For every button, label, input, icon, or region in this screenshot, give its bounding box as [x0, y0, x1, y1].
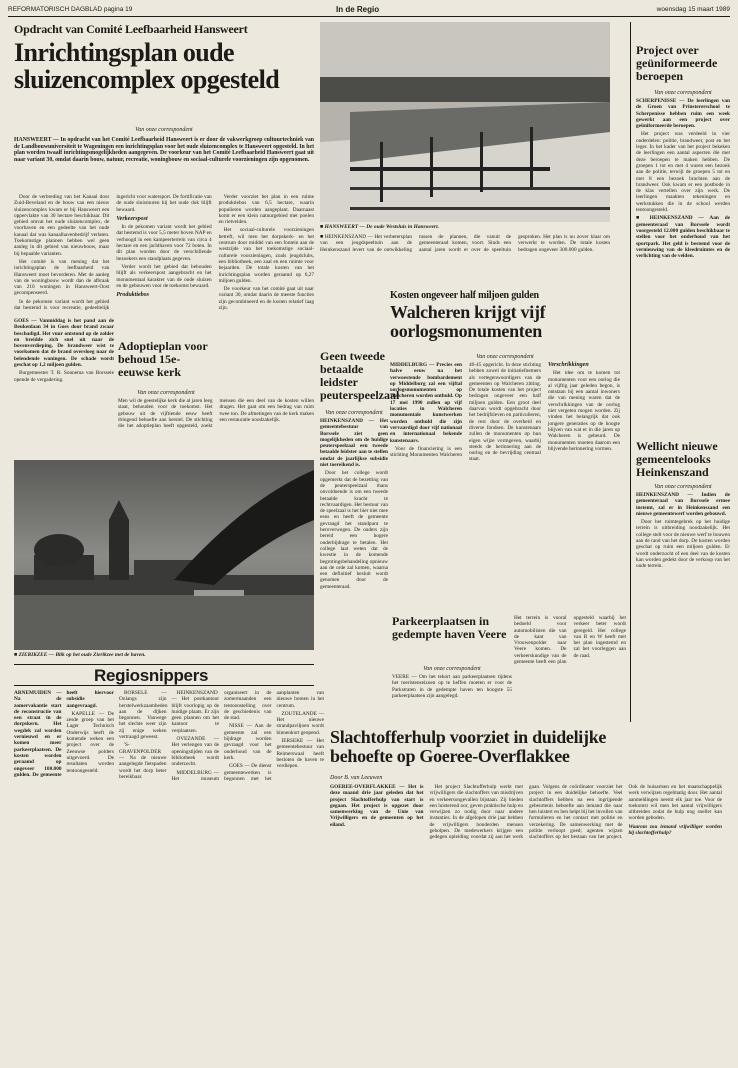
walcheren-intro: MIDDELBURG — Precies een halve eeuw na het verwoestende bombardement op Middelburg zal een vijftal oorlogsmonumenten op Walcheren worden onthuld. Op 17 mei 1990 zullen op vijf locaties in Walcheren monumentale kunstwerken worden onthuld die zijn vervaardigd door vijf nationaal en internationaal bekende kunstenaars.: [390, 362, 462, 444]
peuter-body: [320, 418, 388, 618]
peuter-intro: HEINKENSZAND — Het gemeentebestuur van Borssele ziet geen mogelijkheden om de huidige peuterspeelzaal een tweede betaalde leidster aan te stellen omdat de jaarlijkse subsidie niet toereikend is.: [320, 418, 388, 469]
lead-byline: Van onze correspondent: [135, 127, 193, 133]
lead-para: Verder voorziet het plan in een ruime produktiebos van 6,5 hectare, waarin populieren worden aangeplant. Daarnaast komt er een klein natuurgebied met poelen en rietvelden.: [218, 194, 314, 226]
zierikzee-caption: ■ ZIERIKZEE — Blik op het oude Zierikzee met de haven.: [14, 652, 146, 658]
goes-brief-text: GOES — Vanmiddag is het pand aan de Beukenlaan 34 in Goes door brand zwaar beschadigd. Het vuur ontstond op de zolder en breidde zich snel uit naar de bovenverdieping. De brandweer wist te voorkomen dat de brand oversloeg naar de belendende woningen. De schade wordt geschat op 1,2 miljoen gulden.: [14, 318, 114, 369]
goeree-byline: Door B. van Leeuwen: [330, 775, 383, 781]
project-heinkens: ■ HEINKENSZAND — Aan de gemeenteraad van Borssele wordt voorgesteld 12.000 gulden beschikbaar te stellen voor het onderhoud van het sportpark. Het geld is bestemd voor de vernieuwing van de kleedruimtes en de verlichting van de velden.: [636, 215, 730, 260]
goes-brief-note: Burgemeester T. R. Sonnema van Borssele opende de vergadering.: [14, 370, 114, 383]
regio-item: OVEZANDE — Het verlengen van de openingstijden van de bibliotheek wordt onderzocht.: [171, 736, 219, 768]
regio-item: ZOUTELANDE — Het nieuwe strandpaviljoen wordt binnenkort geopend.: [276, 710, 324, 736]
adopt-headline-block: Adoptieplan voor behoud 15e-eeuwse kerk: [118, 340, 214, 379]
regio-item: ARNEMUIDEN — Na de zomervakantie start de reconstructie van een straat in de dorpskern. Het wegdek zal worden vernieuwd en er komen meer parkeerplaatsen. De kosten worden geraamd op ongeveer 100.000 gulden. De gemeente heeft hiervoor subsidie aangevraagd.: [14, 690, 114, 778]
regio-item: NISSE — Aan de gemeente zal een bijdrage worden gevraagd voor het onderhoud van de kerk.: [224, 723, 272, 761]
walcheren-subhead: Verschrikkingen: [548, 362, 589, 368]
lead-subhead: Produktiebos: [116, 292, 149, 299]
peuter-byline: Van onze correspondent: [325, 410, 383, 416]
lead-subhead: Verkeerspost: [116, 215, 148, 222]
regio-item: IERSEKE — Het gemeentebestuur van Reimerswaal heeft besloten de haven te verdiepen.: [276, 738, 324, 770]
project-text: Het project was verdeeld in vier onderdelen: politie, brandweer, post en het leger. In het kader van het project bekeken de leerlingen een aantal aspecten die met deze beroepen te maken hebben. De groepen 1 tot en met 4 waren een bezoek aan de politie, terwijl de groepen 5 tot en met 8 een bezoek brachten aan de brandweer. Ook kwam er een postbode in de klas vertellen over zijn werk. De leerlingen maakten tekeningen en werkstukken die in de school werden tentoongesteld.: [636, 131, 730, 214]
lead-para: Door de verbreding van het Kanaal door Zuid-Beveland en de bouw van een nieuw sluizencomplex kwam er bij Hansweert een oppervlakte van 30 hectare beschikbaar. Dit gebied omvat het oude sluizencomplex, de voorhaven en een gedeelte van het oude kanaal dat was kanaalhavenbedrijf verlaten. Toekomstige plannen hebben wel geen aanleg in dit gebied van nieuwbouw, maar bij bepaalde varianten.: [14, 194, 110, 257]
walcheren-byline: Van onze correspondent: [476, 354, 534, 360]
project-body: [636, 98, 730, 368]
hansweert-caption: ■ HANSWEERT — De oude Westsluis in Hansweert.: [320, 224, 439, 230]
lead-para: Verder wordt het gebied dat behouden blijft als verkeerspost aangebracht en het monumentaal karakter van de oude sluizen en de gebouwen voor de toekomst bewaard.: [116, 263, 212, 289]
lead-intro: HANSWEERT — In opdracht van het Comité Leefbaarheid Hansweert is er door de vakwerkgroep cultuurtechniek van de Landbouwuniversiteit te Wageningen een inrichtingsplan voor het oude sluizencomplex te Hansweert opgesteld. In het plan worden twaalf inrichtingsmogelijkheden aangegeven. De voorkeur van het Comité Leefbaarheid Hansweert gaat uit naar variant 30, omdat daarin bouw, natuur, recreatie, woningbouw en sociaal-culturele voorzieningen zijn opgenomen.: [14, 137, 314, 163]
parkeer-body: Het terrein is vooral bedoeld voor automobilisten die van de kant van Vrouwenpolder naar Veere komen. De verkeerskundige van de gemeente heeft een plan opgesteld waarbij het verkeer beter wordt geregeld. Het college van B en W heeft met het plan ingestemd en zal het voorleggen aan de raad.: [514, 615, 626, 666]
parkeer-headline: Parkeerplaatsen in gedempte haven Veere: [392, 614, 507, 641]
lead-para: De voorkeur van het comité gaat uit naar variant 30, omdat daarin de meeste functies zijn gecombineerd en de kosten relatief laag zijn.: [218, 286, 314, 312]
walcheren-body: [390, 362, 620, 607]
parkeer-intro: VEERE — Om het tekort aan parkeerplaatsen tijdens het toeristenseizoen op te heffen moeten er voor de Parkstraten in de gedempte haven ten hoogste 55 parkeerplaatsen zijn aangelegd.: [392, 674, 512, 699]
goeree-body: [330, 784, 722, 1062]
peuter-text: Door het college wordt opgemerkt dat de bezetting van de peuterspeelzaal thans onvoldoende is om een tweede betaalde kracht te rechtvaardigen. Het bestuur van de speelzaal is het hier niet mee eens en heeft de gemeente gevraagd het standpunt te heroverwegen. De ouders zijn bereid een hogere ouderbijdrage te betalen. Het college laat weten dat de kwestie in de komende begrotingsbehandeling opnieuw aan de orde zal komen, waarna een definitief besluit wordt genomen door de gemeenteraad.: [320, 470, 388, 590]
section-title: In de Regio: [336, 5, 380, 14]
heinkgem-text: Door het ruimtegebrek op het huidige terrein is uitbreiding noodzakelijk. Het college stelt voor de nieuwe werf te bouwen aan de rand van het dorp. De kosten worden geschat op ruim een miljoen gulden. Er wordt onderzocht of een deel van de kosten kan worden gedekt door de verkoop van het oude terrein.: [636, 519, 730, 570]
goeree-text: Het project Slachtofferhulp werkt met vrijwilligers die slachtoffers van misdrijven en verkeersongevallen bijstaan. Zij bieden een luisterend oor, geven praktische hulp en verwijzen zo nodig door naar andere instanties. In de afgelopen drie jaar hebben de vrijwilligers honderden mensen geholpen. De medewerkers krijgen een gedegen opleiding voordat zij aan het werk gaan. Volgens de coördinator voorziet het project in een duidelijke behoefte. Veel slachtoffers hebben na een ingrijpende gebeurtenis behoefte aan iemand die naar hen luistert en hen helpt bij het invullen van formulieren en het contact met politie en verzekering. De samenwerking met de politie verloopt goed; agenten wijzen slachtoffers op het bestaan van het project. Ook de huisartsen en het maatschappelijk werk verwijzen regelmatig door. Het aantal aanmeldingen neemt elk jaar toe. Voor de toekomst wil men het aantal vrijwilligers uitbreiden zodat de hulp nog sneller kan worden geboden.: [429, 784, 722, 841]
regio-title: Regiosnippers: [94, 666, 209, 685]
lead-para: Het comité is van mening dat het inrichtingsplan de leefbaarheid van Hansweert moet bevorderen. Met de aanleg van de woningbouw wordt dan de afbraak van 210 woningen in Hansweert-Oost gecompenseerd.: [14, 258, 110, 297]
walcheren-header: [390, 290, 620, 341]
regio-item: KAPELLE — De zesde groep van het Lager Technisch Onderwijs heeft de komende weken een project over de Zeeuwse polders uitgevoerd. De resultaten worden tentoongesteld.: [66, 710, 114, 774]
heinkens-brief: ■ HEINKENSZAND — Het verbetersplan van een jeugdspeeltuin aan de Heinkenszand levert van de ontwikkeling tussen de plannen, die vanuit de gemeenteraad komen, voort. Sinds een aantal jaren wordt er over de speeltuin gesproken. Het plan is nu zover klaar om verwerkt te worden. De totale kosten bedragen ongeveer 300.000 gulden.: [320, 234, 610, 253]
paper-name: REFORMATORISCH DAGBLAD pagina 19: [8, 6, 133, 13]
walcheren-kicker: Kosten ongeveer half miljoen gulden: [390, 290, 539, 301]
lead-para: Het sociaal-culturele voorzieningen betreft, wil men het dorpskerk- en het centrum door middel van een fontein aan de westzijde van het toekomstige sociaal-culturele voorzieningen, zoals jeugdclubs, een bibliotheek, een zaal en een ruimte voor bejaarden. De totale kosten van het inrichtingsplan worden geraamd op 6,27 miljoen gulden.: [218, 227, 314, 284]
adopt-body: Men wil de geestelijke kerk die al jaren leeg staat, behouden voor de toekomst. Het gebouw uit de vijftiende eeuw heeft dringend behoefte aan herstel. De stichting die het adoptieplan heeft opgesteld, zoekt mensen die een deel van de kosten willen dragen. Het gaat om een bedrag van ruim twee ton. De afmetingen van de kerk maken een restauratie noodzakelijk.: [118, 398, 314, 430]
goeree-intro: GOEREE-OVERFLAKKEE — Het is deze maand drie jaar geleden dat het project Slachtofferhulp van start is gegaan. Het project is opgezet door samenwerking van de Unie van Vrijwilligers en de gemeenten op het eiland.: [330, 784, 424, 828]
regio-item: GOES — De dienst gemeentewerken is begonnen met het aanplanten van nieuwe bomen in het centrum.: [224, 690, 324, 782]
walcheren-para: Het idee om te komen tot monumenten voor een oorlog die al vijftig jaar geleden begon, is ontstaan bij een aantal inwoners die van mening waren dat de verschrikkingen van de oorlog niet vergeten mogen worden. Zij vinden het belangrijk dat ook jongere generaties op de hoogte blijven van wat er in die jaren op Walcheren is gebeurd. De monumenten moeten daarom een blijvende herinnering vormen.: [548, 370, 620, 452]
project-headline: Project over geüniformeerde beroepen: [636, 43, 718, 83]
hansweert-photo: [320, 22, 610, 222]
goeree-question: Waarom zou iemand vrijwilliger worden bij slachtofferhulp?: [628, 823, 722, 837]
walcheren-headline: Walcheren krijgt vijf oorlogsmonumenten: [390, 302, 546, 341]
zierikzee-photo: [14, 460, 314, 650]
walcheren-para: Voor de financiering is een stichting Monumenten Walcheren 40-45 opgericht. In deze stichting hebben zowel de initiatiefnemers als vertegenwoordigers van de gemeenten op Walcheren zitting. De totale kosten van het project bedragen ongeveer een half miljoen gulden. Een groot deel daarvan wordt opgebracht door het bedrijfsleven en particulieren, de rest door de overheid en diverse fondsen. De kunstenaars zullen de monumenten op hun eigen wijze vormgeven, waarbij steeds de herinnering aan de oorlog en de bevrijding centraal staat.: [390, 362, 541, 463]
lead-body: [14, 194, 314, 314]
regio-item: BORSELE — Onlangs zijn herstelwerkzaamheden aan de dijken begonnen. Vanwege het slechte weer zijn zij enige weken vertraagd geweest.: [119, 690, 168, 741]
peuter-headline: Geen tweede betaalde leidster peuterspeelzaal: [320, 349, 400, 402]
hansweert-image: [320, 22, 610, 222]
regio-item: 'S-GRAVENPOLDER — Na de nieuwe aangelegde fietspaden wordt het dorp beter bereikbaar.: [119, 742, 167, 780]
project-intro: SCHERPENISSE — De leerlingen van de Groen van Prinstererschool te Scherpenisse hebben ruim een week gewerkt aan een project over geüniformeerde beroepen.: [636, 98, 730, 130]
heinkgem-byline: Van onze correspondent: [654, 484, 712, 490]
parkeer-byline: Van onze correspondent: [423, 666, 481, 672]
heinkgem-headline: Wellicht nieuwe gemeentelooks Heinkenszand: [636, 439, 718, 479]
heinkgem-intro: HEINKENSZAND — Indien de gemeenteraad van Borssele ermee instemt, zal er in Heinkenszand een nieuwe gemeentewerf worden gebouwd.: [636, 492, 730, 517]
heinkgem-body: [636, 492, 730, 722]
regio-banner: [14, 664, 314, 686]
masthead: [8, 5, 730, 15]
adopt-byline: Van onze correspondent: [137, 390, 195, 396]
regio-item: HEINKENSZAND — Het postkantoor blijft voorlopig op de huidige plaats. Er zijn geen plannen om het kantoor te verplaatsen.: [171, 690, 219, 734]
goeree-headline: Slachtofferhulp voorziet in duidelijke behoefte op Goeree-Overflakkee: [330, 727, 607, 766]
issue-date: woensdag 15 maart 1989: [656, 6, 730, 13]
lead-kicker: Opdracht van Comité Leefbaarheid Hansweert: [14, 22, 248, 36]
right-column-rule: [630, 22, 631, 722]
project-byline: Van onze correspondent: [654, 90, 712, 96]
goes-brief: [14, 318, 114, 418]
regio-briefs: [14, 690, 324, 1060]
lead-headline: Inrichtingsplan oude sluizencomplex opgesteld: [14, 38, 280, 94]
lead-para: In de pekomen variant wordt het gebied dat bestemd is voor 5,5 meter boven NAP en verhoogd in een kampeerterrein van circa 4 hectare en een jachthaven voor 72 boten. In dit plan worden door de verschillende bezoekers een standplaats gegeven.: [116, 224, 212, 262]
regio-item: MIDDELBURG — Het museum organiseert in de zomermaanden een tentoonstelling over de geschiedenis van de stad.: [171, 690, 272, 782]
lead-para: In de pekomen variant wordt het gebied dat bestemd is voor recreatie, gedeeltelijk ingericht voor watersport. De fortificatie van de oude sluismuren bij het oude dok blijft bewaard.: [14, 194, 212, 312]
masthead-rule: [8, 16, 730, 17]
zierikzee-image: [14, 460, 314, 650]
